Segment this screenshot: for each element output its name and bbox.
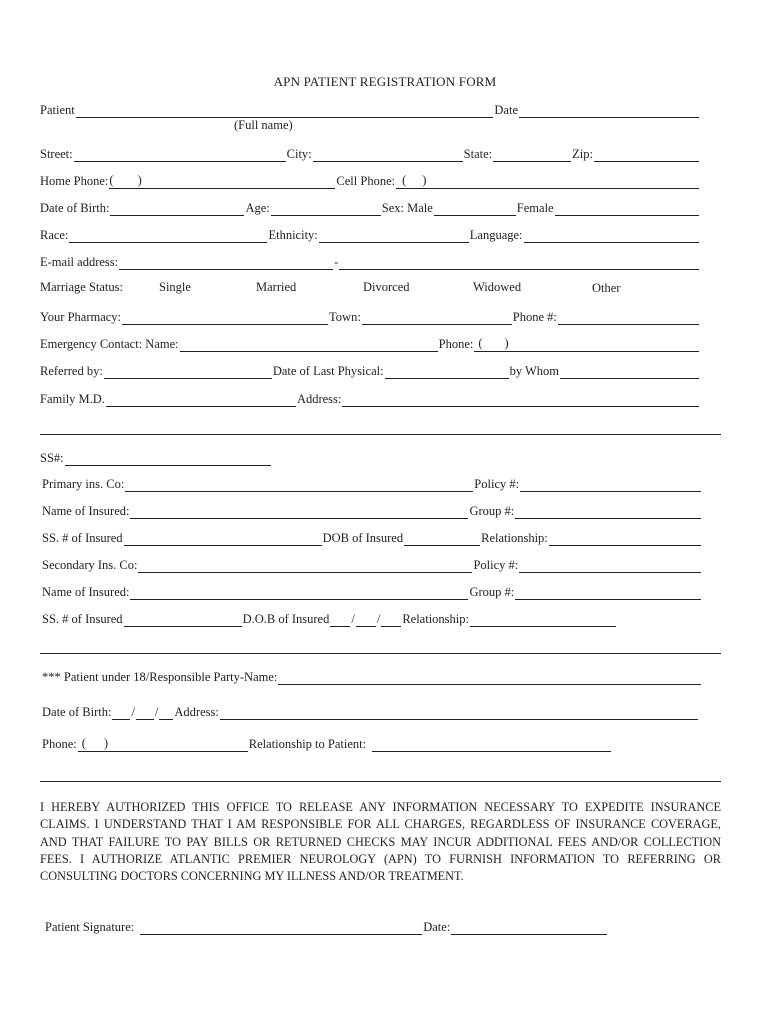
family-md-label: Family M.D. <box>40 392 105 406</box>
cell-phone-field[interactable] <box>396 175 699 189</box>
patient-signature-label: Patient Signature: <box>45 920 135 934</box>
primary-insured-field[interactable] <box>130 505 468 519</box>
signature-row <box>45 915 608 935</box>
secondary-dob-insured-label: D.O.B of Insured <box>242 612 330 626</box>
address-row <box>40 142 700 162</box>
age-label: Age: <box>245 201 270 215</box>
emergency-name-field[interactable] <box>180 338 438 352</box>
pharmacy-phone-field[interactable] <box>558 311 699 325</box>
pharmacy-field[interactable] <box>122 311 328 325</box>
signature-date-colon: : <box>446 920 451 934</box>
secondary-group-label: Group #: <box>469 585 515 599</box>
responsible-dob-day[interactable] <box>136 706 154 720</box>
section-divider-1 <box>40 434 721 435</box>
age-field[interactable] <box>271 202 381 216</box>
primary-policy-label: Policy #: <box>474 477 520 491</box>
secondary-dob-day[interactable] <box>356 613 376 627</box>
secondary-policy-label: Policy #: <box>473 558 519 572</box>
secondary-ins-row <box>42 553 702 573</box>
female-field[interactable] <box>555 202 699 216</box>
referral-row <box>40 359 700 379</box>
primary-insured-label: Name of Insured: <box>42 504 130 518</box>
primary-ss-row <box>42 526 702 546</box>
date-field[interactable] <box>519 104 699 118</box>
secondary-relationship-field[interactable] <box>470 613 616 627</box>
secondary-group-field[interactable] <box>515 586 701 600</box>
primary-relationship-label: Relationship: <box>481 531 548 545</box>
home-phone-paren-open: ( <box>109 173 114 187</box>
home-phone-field[interactable] <box>109 175 335 189</box>
race-field[interactable] <box>69 229 267 243</box>
secondary-policy-field[interactable] <box>519 559 701 573</box>
responsible-dob-row <box>42 700 699 720</box>
relationship-patient-label: Relationship to Patient: <box>248 737 367 751</box>
family-md-address-label: Address: <box>296 392 342 406</box>
emergency-paren-open: ( <box>478 336 483 350</box>
secondary-insured-field[interactable] <box>130 586 468 600</box>
secondary-insured-label: Name of Insured: <box>42 585 130 599</box>
city-label: City: <box>286 147 312 161</box>
race-row <box>40 223 700 243</box>
patient-row <box>40 98 700 118</box>
primary-ins-field[interactable] <box>125 478 473 492</box>
email-dash: - <box>334 255 339 269</box>
home-phone-paren-close: ) <box>137 173 142 187</box>
date-label: Date <box>494 103 518 117</box>
patient-signature-field[interactable] <box>140 921 422 935</box>
responsible-slash-1: / <box>131 705 135 719</box>
responsible-slash-2: / <box>154 705 159 719</box>
cell-phone-paren-open: ( <box>402 173 407 187</box>
city-field[interactable] <box>313 148 463 162</box>
primary-ins-row <box>42 472 702 492</box>
last-physical-field[interactable] <box>385 365 509 379</box>
cell-phone-paren-close: ) <box>422 173 427 187</box>
referred-by-field[interactable] <box>104 365 272 379</box>
responsible-address-label: Address: <box>174 705 219 719</box>
pharmacy-row <box>40 305 700 325</box>
email-field-2[interactable] <box>339 256 699 270</box>
family-md-row <box>40 387 700 407</box>
ethnicity-field[interactable] <box>319 229 469 243</box>
secondary-ss-insured-label: SS. # of Insured <box>42 612 123 626</box>
responsible-dob-label: Date of Birth: <box>42 705 112 719</box>
family-md-field[interactable] <box>106 393 296 407</box>
form-title: APN PATIENT REGISTRATION FORM <box>273 74 497 89</box>
secondary-relationship-label: Relationship: <box>402 612 469 626</box>
authorization-statement: I HEREBY AUTHORIZED THIS OFFICE TO RELEASE ANY INFORMATION NECESSARY TO EXPEDITE INSURANCE CLAIMS. I UNDERSTAND THAT I AM RESPONSIBLE FOR ALL CHARGES, REGARDLESS OF INSURANCE COVERAGE, AND THAT FAILURE TO PAY BILLS OR RETURNED CHECKS MAY INCUR ADDITIONAL FEES AND/OR COLLECTION FEES. I AUTHORIZE ATLANTIC PREMIER NEUROLOGY (APN) TO FURNISH INFORMATION TO REFERRING OR CONSULTING DOCTORS CONCERNING MY ILLNESS AND/OR TREATMENT. <box>40 800 721 884</box>
primary-group-field[interactable] <box>515 505 701 519</box>
other-option[interactable]: Other <box>592 281 621 295</box>
email-label: E-mail address: <box>40 255 119 269</box>
pharmacy-label: Your Pharmacy: <box>40 310 122 324</box>
dob-slash-2: / <box>376 612 381 626</box>
female-label: Female <box>516 201 554 215</box>
section-divider-3 <box>40 781 721 782</box>
dob-label: Date of Birth: <box>40 201 110 215</box>
male-field[interactable] <box>434 202 516 216</box>
secondary-insured-row <box>42 580 702 600</box>
home-phone-label: Home Phone: <box>40 174 109 188</box>
patient-name-field[interactable] <box>76 104 494 118</box>
emergency-paren-close: ) <box>504 336 509 350</box>
email-row <box>40 250 700 270</box>
dob-row <box>40 196 700 216</box>
signature-date-label: Date <box>423 920 447 934</box>
single-option[interactable]: Single <box>159 280 191 294</box>
responsible-paren-close: ) <box>103 736 109 750</box>
responsible-party-field[interactable] <box>278 671 701 685</box>
ss-row <box>40 446 272 466</box>
primary-insured-row <box>42 499 702 519</box>
state-field[interactable] <box>493 148 571 162</box>
married-option[interactable]: Married <box>256 280 297 294</box>
primary-group-label: Group #: <box>469 504 515 518</box>
full-name-hint: (Full name) <box>234 118 293 132</box>
state-label: State: <box>463 147 493 161</box>
secondary-ss-insured-field[interactable] <box>124 613 242 627</box>
responsible-party-row <box>42 665 702 685</box>
zip-field[interactable] <box>594 148 699 162</box>
section-divider-2 <box>40 653 721 654</box>
referred-by-label: Referred by: <box>40 364 103 378</box>
patient-label: Patient <box>40 103 75 117</box>
last-physical-label: Date of Last Physical: <box>272 364 384 378</box>
zip-label: Zip: <box>572 147 593 161</box>
dob-field[interactable] <box>110 202 244 216</box>
responsible-dob-year[interactable] <box>159 706 173 720</box>
responsible-paren-open: ( <box>81 736 86 750</box>
emergency-phone-label: Phone: <box>438 337 474 351</box>
town-field[interactable] <box>362 311 512 325</box>
by-whom-field[interactable] <box>560 365 699 379</box>
primary-dob-insured-field[interactable] <box>404 532 480 546</box>
language-field[interactable] <box>524 229 699 243</box>
secondary-ins-label: Secondary Ins. Co: <box>42 558 138 572</box>
emergency-row <box>40 332 700 352</box>
emergency-contact-label: Emergency Contact: Name: <box>40 337 179 351</box>
responsible-address-field[interactable] <box>220 706 698 720</box>
responsible-phone-row <box>42 732 612 752</box>
ss-label: SS#: <box>40 451 64 465</box>
secondary-dob-year[interactable] <box>381 613 401 627</box>
race-label: Race: <box>40 228 69 242</box>
street-label: Street: <box>40 147 73 161</box>
phone-row <box>40 169 700 189</box>
by-whom-label: by Whom <box>509 364 559 378</box>
secondary-ins-field[interactable] <box>138 559 472 573</box>
ethnicity-label: Ethnicity: <box>268 228 318 242</box>
secondary-dob-month[interactable] <box>330 613 350 627</box>
primary-relationship-field[interactable] <box>549 532 701 546</box>
pharmacy-phone-label: Phone #: <box>512 310 557 324</box>
primary-ins-label: Primary ins. Co: <box>42 477 125 491</box>
ss-field[interactable] <box>65 452 271 466</box>
marriage-status-label: Marriage Status: <box>40 280 123 294</box>
responsible-phone-label: Phone: <box>42 737 77 751</box>
street-field[interactable] <box>74 148 286 162</box>
emergency-phone-field[interactable] <box>474 338 699 352</box>
sex-male-label: Sex: Male <box>381 201 433 215</box>
primary-dob-insured-label: DOB of Insured <box>322 531 404 545</box>
dob-slash-1: / <box>351 612 355 626</box>
responsible-dob-month[interactable] <box>112 706 130 720</box>
divorced-option[interactable]: Divorced <box>363 280 410 294</box>
primary-ss-insured-label: SS. # of Insured <box>42 531 123 545</box>
responsible-party-label: *** Patient under 18/Responsible Party-Name: <box>42 670 278 684</box>
responsible-phone-field[interactable] <box>78 738 248 752</box>
language-label: Language: <box>469 228 523 242</box>
secondary-ss-row <box>42 607 617 627</box>
email-field[interactable] <box>119 256 333 270</box>
primary-policy-field[interactable] <box>520 478 701 492</box>
relationship-patient-field[interactable] <box>372 738 611 752</box>
signature-date-field[interactable] <box>451 921 607 935</box>
primary-ss-insured-field[interactable] <box>124 532 322 546</box>
widowed-option[interactable]: Widowed <box>473 280 522 294</box>
town-label: Town: <box>329 310 361 324</box>
family-md-address-field[interactable] <box>342 393 699 407</box>
cell-phone-label: Cell Phone: <box>336 174 396 188</box>
